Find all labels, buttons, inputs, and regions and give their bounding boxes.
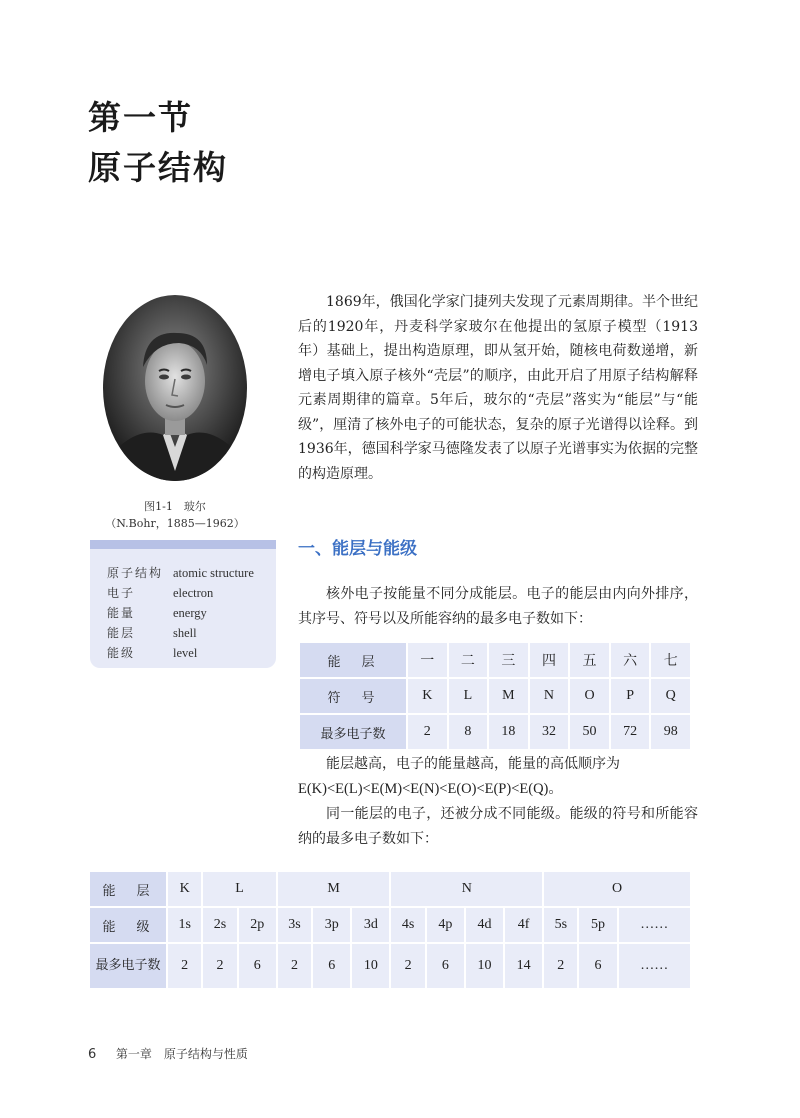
vocab-item: 原子结构 atomic structure <box>107 566 254 580</box>
table-cell: 3d <box>352 908 391 944</box>
vocab-item: 能层 shell <box>107 626 197 640</box>
table-cell: 2s <box>203 908 238 944</box>
figure-caption-title: 图1-1 玻尔 <box>144 500 206 513</box>
table-cell: O <box>570 679 611 715</box>
table-row <box>300 679 692 715</box>
table-row <box>90 908 692 944</box>
table-cell: 98 <box>651 715 692 751</box>
energy-paragraph: 能层越高，电子的能量越高，能量的高低顺序为 <box>326 756 620 772</box>
table-cell: L <box>449 679 490 715</box>
table-cell: 1s <box>168 908 203 944</box>
section-number-title: 第一节 <box>88 98 193 137</box>
table-cell: 六 <box>611 643 652 679</box>
shell-table <box>300 643 692 751</box>
vocab-item: 能级 level <box>107 646 198 660</box>
table-header: 能 级 <box>90 908 168 944</box>
sublevel-paragraph: 同一能层的电子，还被分成不同能级。能级的符号和所能容纳的最多电子数如下： <box>298 806 698 847</box>
section-heading: 一、能层与能级 <box>298 539 417 559</box>
table-cell: 2 <box>168 944 203 990</box>
table-cell: 四 <box>530 643 571 679</box>
table-cell: 三 <box>489 643 530 679</box>
page-number: 6 <box>88 1047 97 1062</box>
table-header: 最多电子数 <box>300 715 408 751</box>
table-cell: 6 <box>427 944 466 990</box>
figure-caption-dates: （N.Bohr，1885—1962） <box>105 517 245 530</box>
table-cell: 4d <box>466 908 505 944</box>
table-cell: 五 <box>570 643 611 679</box>
table-cell: 2 <box>278 944 313 990</box>
table-cell: K <box>168 872 203 908</box>
table-cell: 4s <box>391 908 426 944</box>
table-header: 能 层 <box>90 872 168 908</box>
table-cell: Q <box>651 679 692 715</box>
page-footer <box>88 1045 248 1062</box>
table-cell: M <box>489 679 530 715</box>
table-row <box>300 715 692 751</box>
chapter-label: 第一章 原子结构与性质 <box>115 1047 248 1061</box>
table-header: 能 层 <box>300 643 408 679</box>
table-cell: 14 <box>505 944 544 990</box>
table-cell: P <box>611 679 652 715</box>
table-cell: 4f <box>505 908 544 944</box>
table-cell: L <box>203 872 277 908</box>
table-cell: 6 <box>579 944 618 990</box>
section-title: 原子结构 <box>88 148 228 187</box>
table-cell: …… <box>619 944 692 990</box>
table-cell: 3s <box>278 908 313 944</box>
sublevel-table <box>90 872 692 990</box>
table-cell: 6 <box>239 944 278 990</box>
table-header: 最多电子数 <box>90 944 168 990</box>
table-cell: 二 <box>449 643 490 679</box>
table-cell: 8 <box>449 715 490 751</box>
table-cell: O <box>544 872 692 908</box>
table-cell: 5s <box>544 908 579 944</box>
table-cell: M <box>278 872 392 908</box>
table-cell: 2 <box>408 715 449 751</box>
vocabulary-box <box>90 540 276 668</box>
table-row <box>90 944 692 990</box>
table-cell: K <box>408 679 449 715</box>
table-cell: N <box>530 679 571 715</box>
table-cell: 10 <box>352 944 391 990</box>
table-row <box>90 872 692 908</box>
table-row <box>300 643 692 679</box>
table-cell: 3p <box>313 908 352 944</box>
table-cell: 2 <box>544 944 579 990</box>
table-cell: 七 <box>651 643 692 679</box>
energy-order-formula: E(K)<E(L)<E(M)<E(N)<E(O)<E(P)<E(Q)。 <box>298 781 563 797</box>
table-cell: …… <box>619 908 692 944</box>
vocabulary-box-header-bar <box>90 540 276 549</box>
table-cell: 4p <box>427 908 466 944</box>
table-cell: 50 <box>570 715 611 751</box>
vocab-item: 电子 electron <box>107 586 214 600</box>
table-cell: 5p <box>579 908 618 944</box>
table-cell: 10 <box>466 944 505 990</box>
table-cell: 6 <box>313 944 352 990</box>
table-cell: N <box>391 872 544 908</box>
table-cell: 2p <box>239 908 278 944</box>
intro-paragraph: 1869年，俄国化学家门捷列夫发现了元素周期律。半个世纪后的1920年，丹麦科学家玻尔在他提出的氢原子模型（1913年）基础上，提出构造原理，即从氢开始，随核电荷数递增，新增电子填入原子核外“壳层”的顺序，由此开启了用原子结构解释元素周期律的篇章。5年后，玻尔的“壳层”落实为“能层”与“能级”，厘清了核外电子的可能状态，复杂的原子光谱得以诠释。到1936年，德国科学家马德隆发表了以原子光谱事实为依据的完整的构造原理。 <box>298 294 698 482</box>
table-cell: 72 <box>611 715 652 751</box>
table-cell: 18 <box>489 715 530 751</box>
table-cell: 2 <box>203 944 238 990</box>
table-cell: 2 <box>391 944 426 990</box>
table-header: 符 号 <box>300 679 408 715</box>
shell-intro-paragraph: 核外电子按能量不同分成能层。电子的能层由内向外排序，其序号、符号以及所能容纳的最多电子数如下： <box>298 586 698 627</box>
table-cell: 32 <box>530 715 571 751</box>
bohr-portrait <box>103 295 247 481</box>
vocab-item: 能量 energy <box>107 606 207 620</box>
table-cell: 一 <box>408 643 449 679</box>
